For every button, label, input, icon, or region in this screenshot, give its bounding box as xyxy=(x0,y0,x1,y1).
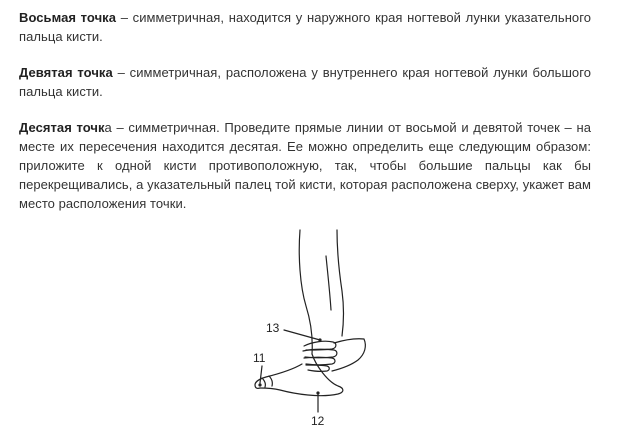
marker-point-11 xyxy=(258,383,261,386)
article-text xyxy=(19,8,591,230)
label-point-11: 11 xyxy=(253,351,266,365)
leader-line-13 xyxy=(284,330,320,340)
marker-point-13 xyxy=(318,338,321,341)
paragraph-eighth-point xyxy=(19,8,591,46)
heading-tenth-point: Десятая точк xyxy=(19,120,105,135)
calf-inner-line xyxy=(326,256,331,310)
paragraph-tenth-point xyxy=(19,118,591,213)
shin-front-outline xyxy=(337,230,344,336)
paragraph-ninth-point xyxy=(19,63,591,101)
leader-line-11 xyxy=(260,366,262,383)
marker-point-12 xyxy=(316,391,319,394)
label-point-13: 13 xyxy=(266,321,280,335)
text-ninth-point: – симметричная, расположена у внутреннего края ногтевой лунки большого пальца кисти. xyxy=(19,65,591,99)
leg-drawing xyxy=(240,226,420,436)
hand-finger-3 xyxy=(304,357,335,365)
text-eighth-point: – симметричная, находится у наружного края ногтевой лунки указательного пальца кисти. xyxy=(19,10,592,44)
hand-finger-1 xyxy=(304,341,336,350)
label-point-12: 12 xyxy=(311,414,325,428)
heading-eighth-point: Восьмая точка xyxy=(19,10,117,25)
heading-ninth-point: Девятая точка xyxy=(19,65,113,80)
leg-illustration xyxy=(240,226,420,436)
text-tenth-point: а – симметричная. Проведите прямые линии от восьмой и девятой точек – на месте их пересечения находится десятая. Ее можно определить еще следующим образом: приложите к одной кисти противоположную, так, чтобы большие пальцы как бы перекрещивались, а указательный палец той кисти, которая расположена сверху, укажет вам место расположения точки. xyxy=(19,120,591,211)
hand-finger-2 xyxy=(303,349,337,357)
